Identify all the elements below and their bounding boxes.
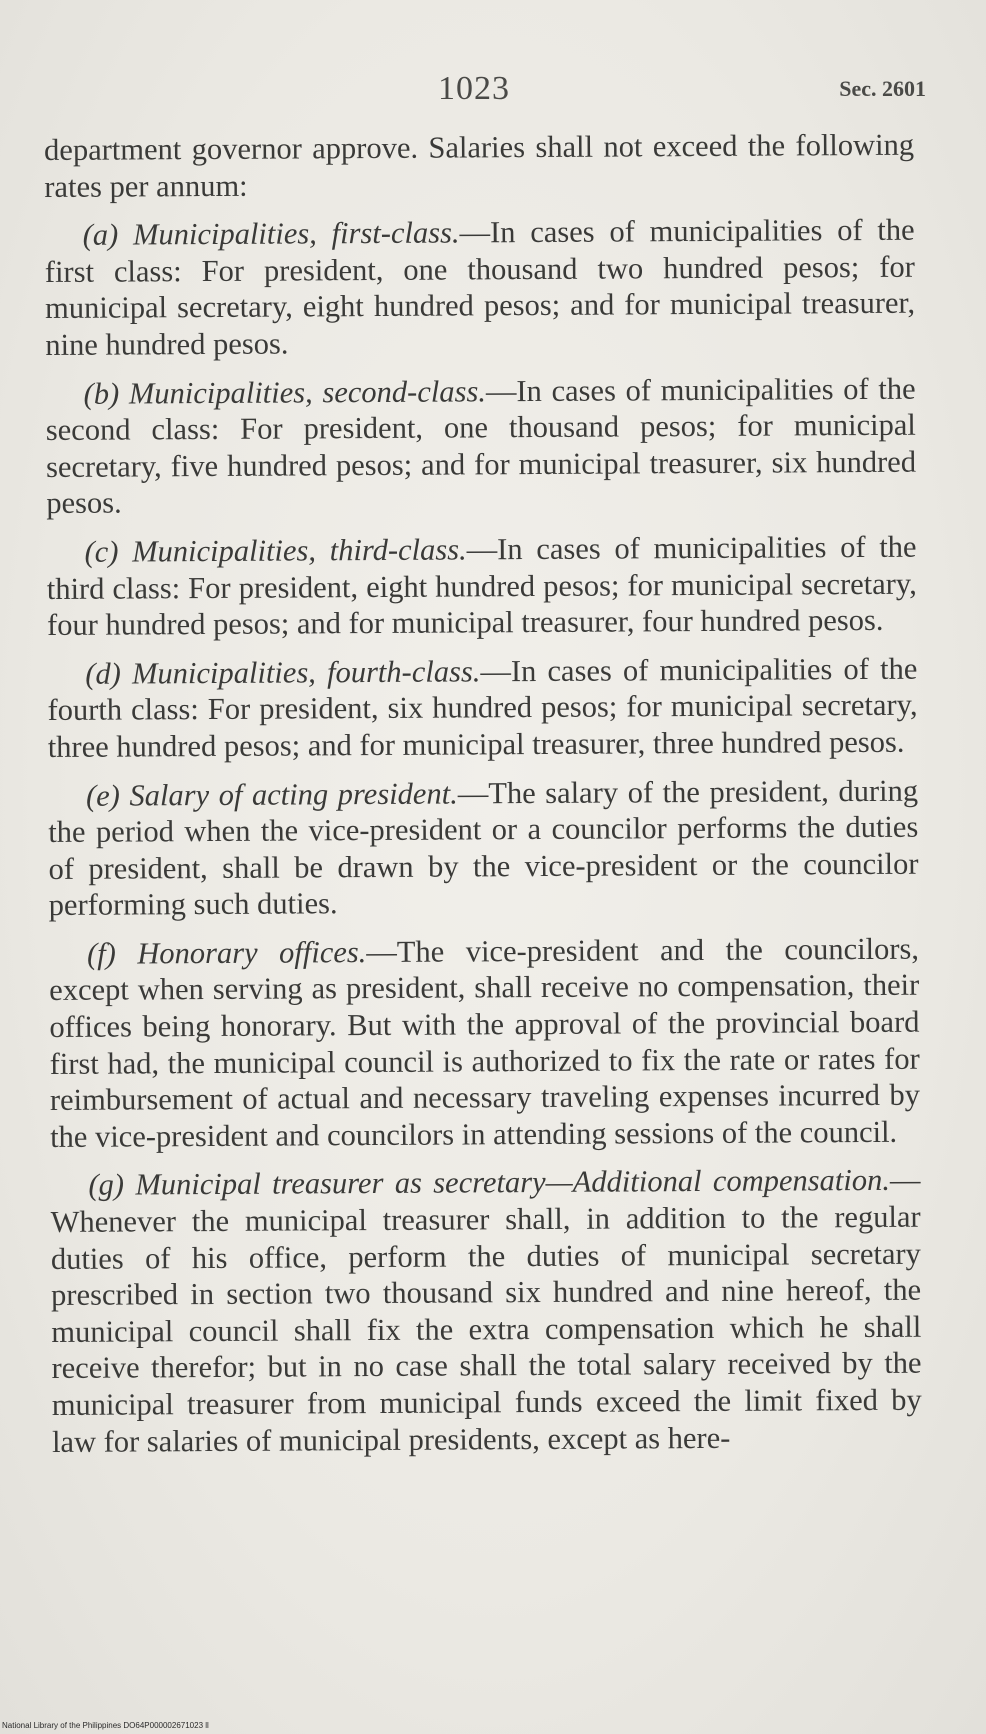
paragraph-heading: Municipalities, first-class. [132,215,460,252]
section-number: Sec. 2601 [839,76,926,101]
paragraph-letter: (f) [86,936,116,971]
paragraph-text: —In cases of municipalities of the first class: For president, one thousand two hundred pesos; for municipal secretary, eight hundred pesos; and for municipal treasurer, nine hundred pesos. [44,212,916,362]
paragraph-f [49,931,920,1156]
paragraph-text: —The vice-president and the councilors, except when serving as president, shall receive no compensation, their offices being honorary. But with the approval of the provincial board first had, the municipal council is authorized to fix the rate or rates for reimbursement of actual and necessary traveling expenses incurred by the vice-president and councilors in attending sessions of the council. [49,931,921,1154]
paragraph-heading: Municipal treasurer as secretary—Additional compensation. [135,1163,891,1202]
page-header [0,70,986,110]
paragraph-text: department governor approve. Salaries shall not exceed the following rates per annum: [44,127,915,204]
paragraph-text: —In cases of municipalities of the second class: For president, one thousand pesos; for municipal secretary, five hundred pesos; and for municipal treasurer, six hundred pesos. [45,371,917,521]
paragraph-letter: (e) [85,778,121,813]
page-number: 1023 [438,70,510,107]
paragraph-heading: Municipalities, fourth-class. [131,654,481,691]
body-text [44,127,922,1460]
paragraph-intro [44,127,914,206]
paragraph-letter: (g) [88,1167,125,1203]
paragraph-letter: (c) [84,534,119,569]
scan-footer: National Library of the Philippines DO64P000002671023 ll [2,1721,209,1730]
paragraph-g [50,1162,922,1460]
paragraph-b [45,370,916,522]
paragraph-text: —The salary of the president, during the period when the vice-president or a councilor performs the duties of president, shall be drawn by the vice-president or the councilor performing such duties. [48,773,919,923]
paragraph-e [48,772,919,924]
paragraph-heading: Municipalities, second-class. [128,373,487,411]
paragraph-letter: (a) [82,217,119,252]
paragraph-text: —In cases of municipalities of the third class: For president, eight hundred pesos; for municipal secretary, four hundred pesos; and for municipal treasurer, four hundred pesos. [46,529,917,643]
paragraph-heading: Municipalities, third-class. [132,532,467,569]
paragraph-text: —Whenever the municipal treasurer shall, in addition to the regular duties of his office, perform the duties of municipal secretary prescribed in section two thousand six hundred and nine hereof, the municipal council shall fix the extra compensation which he shall receive therefor; but in no case shall the total salary received by the municipal treasurer from municipal funds exceed the limit fixed by law for salaries of municipal presidents, except as here- [50,1163,922,1459]
paragraph-c [46,529,917,644]
paragraph-letter: (d) [85,656,121,691]
paragraph-text: —In cases of municipalities of the fourth class: For president, six hundred pesos; for municipal secretary, three hundred pesos; and for municipal treasurer, three hundred pesos. [47,651,918,764]
paragraph-d [47,650,918,765]
paragraph-heading: Salary of acting president. [129,775,458,812]
paragraph-heading: Honorary offices. [137,934,367,971]
paragraph-a [45,212,916,364]
paragraph-letter: (b) [83,376,120,411]
